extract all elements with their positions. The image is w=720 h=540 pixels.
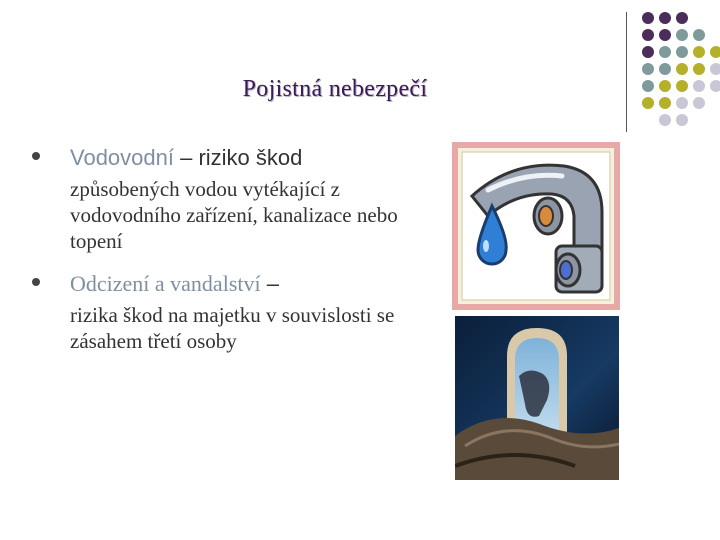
item-lead [70, 266, 430, 302]
window-figure-photo [455, 316, 619, 480]
item-body: způsobených vodou vytékající z vodovodního zařízení, kanalizace nebo topení [70, 177, 398, 253]
decorative-vertical-line [626, 12, 627, 132]
faucet-clipart [452, 142, 620, 310]
bullet-icon [32, 278, 40, 286]
list-item [30, 266, 430, 354]
item-lead [70, 140, 430, 176]
item-body: rizika škod na majetku v souvislosti se zásahem třetí osoby [70, 303, 395, 353]
item-keyword: Odcizení a vandalství [70, 271, 261, 296]
decorative-dot-grid [638, 8, 720, 148]
item-keyword: Vodovodní [70, 145, 174, 170]
bullet-icon [32, 152, 40, 160]
item-lead-rest: – riziko škod [173, 145, 303, 170]
slide-title: Pojistná nebezpečí [242, 76, 428, 102]
list-item [30, 140, 430, 254]
item-lead-rest: – [260, 271, 279, 296]
bullet-list [30, 140, 430, 354]
